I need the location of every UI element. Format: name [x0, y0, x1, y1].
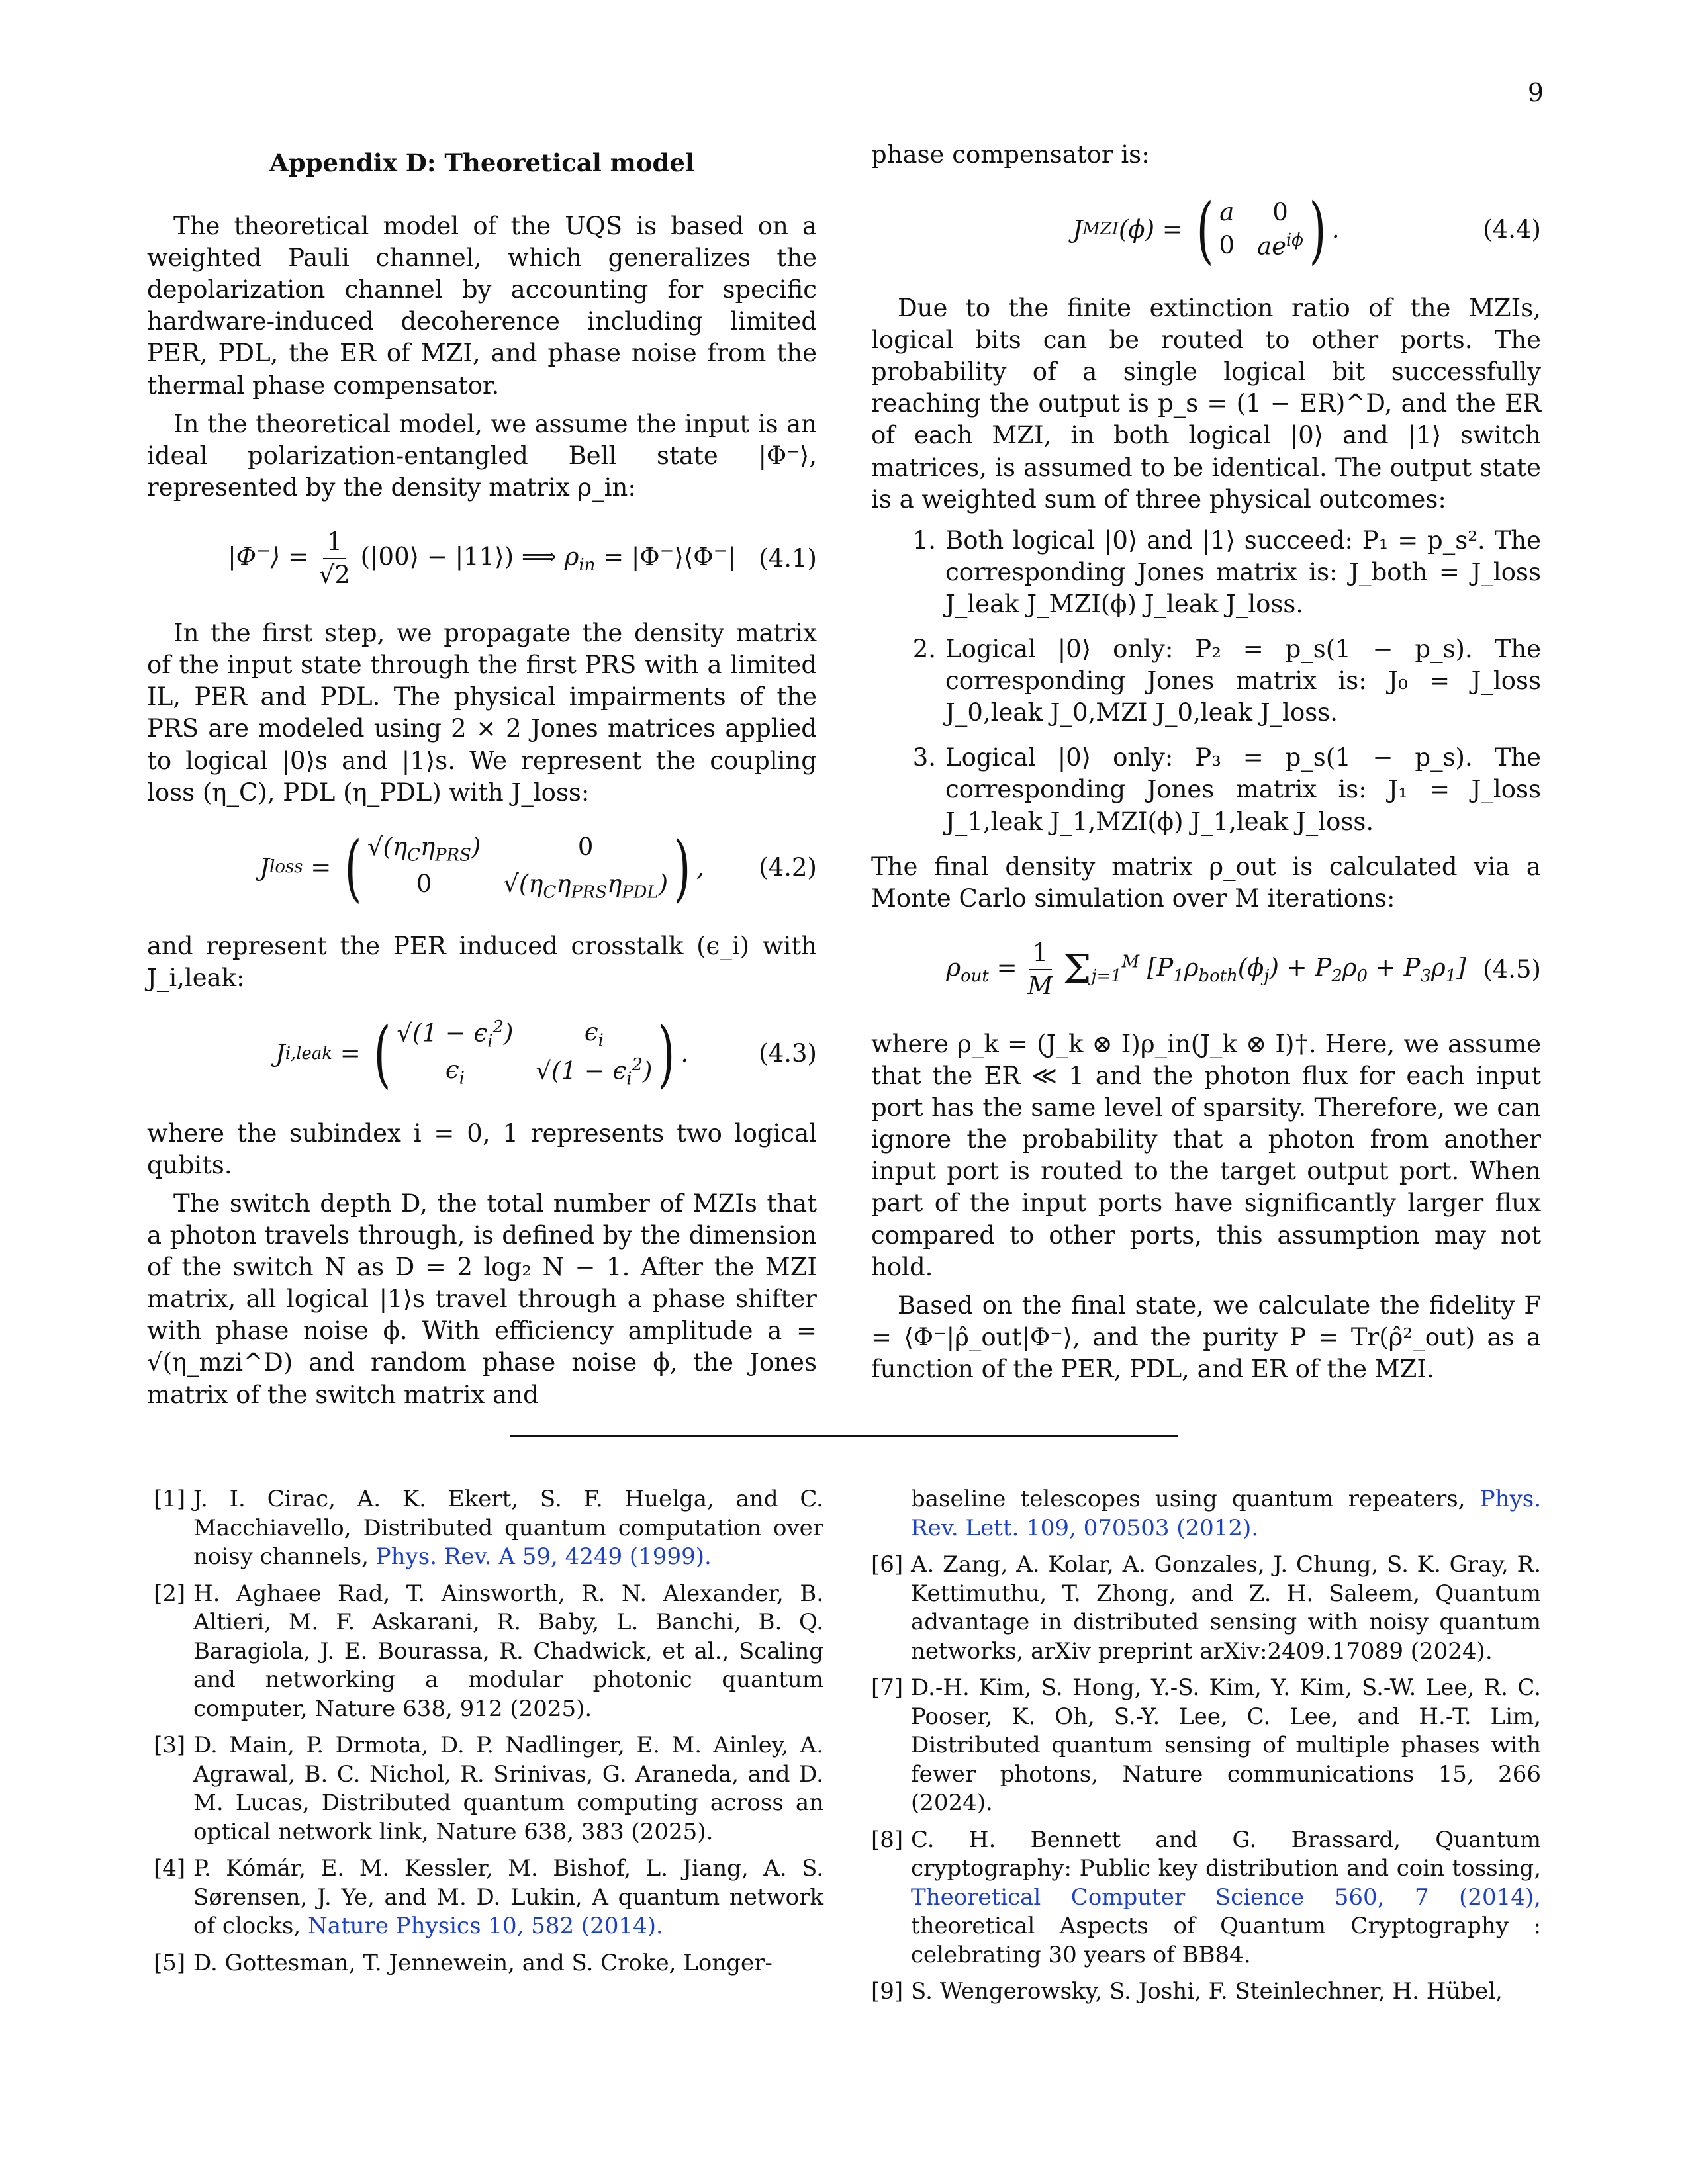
- reference-item: [9] S. Wengerowsky, S. Joshi, F. Steinlechner, H. Hübel,: [871, 1978, 1503, 2005]
- list-item: 2. Logical |0⟩ only: P₂ = p_s(1 − p_s). The corresponding Jones matrix is: J₀ = J_loss J_0,leak J_0,MZI J_0,leak J_loss.: [912, 635, 1541, 727]
- paragraph: In the first step, we propagate the density matrix of the input state through the first PRS with a limited IL, PER and PDL. The physical impairments of the PRS are modeled using 2 × 2 Jones matrices applied to logical |0⟩s and |1⟩s. We represent the coupling loss (η_C), PDL (η_PDL) with J_loss:: [147, 619, 817, 807]
- paragraph: phase compensator is:: [871, 140, 1150, 169]
- equation-tag: (4.4): [1483, 215, 1541, 244]
- paragraph: where ρ_k = (J_k ⊗ I)ρ_in(J_k ⊗ I)†. Here, we assume that the ER ≪ 1 and the photon flux for each input port has the same level of sparsity. Therefore, we can ignore the probability that a photon from another input port is routed to the target output port. When part of the input ports have significantly larger flux compared to other ports, this assumption may not hold.: [871, 1029, 1541, 1281]
- left-column: [147, 139, 817, 1418]
- right-column: [871, 139, 1541, 1392]
- reference-item: [1] J. I. Cirac, A. K. Ekert, S. F. Huelga, and C. Macchiavello, Distributed quantum computation over noisy channels, Phys. Rev. A 59, 4249 (1999).: [154, 1486, 823, 1570]
- paragraph: Based on the final state, we calculate the fidelity F = ⟨Φ⁻|ρ̂_out|Φ⁻⟩, and the purity P = Tr(ρ̂²_out) as a function of the PER, PDL, and ER of the MZI.: [871, 1291, 1541, 1383]
- paragraph: where the subindex i = 0, 1 represents two logical qubits.: [147, 1118, 817, 1179]
- reference-item: [6] A. Zang, A. Kolar, A. Gonzales, J. Chung, S. K. Gray, R. Kettimuthu, T. Zhong, and Z. H. Saleem, Quantum advantage in distributed sensing with noisy quantum networks, arXiv preprint arXiv:2409.17089 (2024).: [871, 1551, 1541, 1664]
- reference-item: baseline telescopes using quantum repeaters, Phys. Rev. Lett. 109, 070503 (2012).: [911, 1486, 1542, 1541]
- section-heading: Appendix D: Theoretical model: [269, 148, 694, 177]
- equation-4-5: $\rho_{out}$ = $\frac{1}{M}$ $\Sigma_{j=1}^M$ $[P_1\rho_{both}(\phi_j) + P_2\rho_0 + P_3\rho_1]$ (4.5): [946, 938, 1541, 1000]
- equation-4-4: J MZI (ϕ) = ( a 0 0 $ae^{i\phi}$ ) . (4.4): [1072, 187, 1541, 273]
- paragraph: The final density matrix ρ_out is calculated via a Monte Carlo simulation over M iterations:: [871, 852, 1541, 913]
- equation-4-2: J loss = ( $√(\eta_C\eta_{PRS})$ 0 0 $√(\eta_C\eta_{PRS}\eta_{PDL})$ ) , (4.2): [259, 825, 817, 910]
- page-number: 9: [1527, 78, 1544, 107]
- reference-item: [2] H. Aghaee Rad, T. Ainsworth, R. N. Alexander, B. Altieri, M. F. Askarani, R. Baby, L. Banchi, B. Q. Baragiola, J. E. Bourassa, R. Chadwick, et al., Scaling and networking a modular photonic quantum computer, Nature 638, 912 (2025).: [154, 1580, 823, 1722]
- reference-item: [4] P. Kómár, E. M. Kessler, M. Bishof, L. Jiang, A. S. Sørensen, J. Ye, and M. D. Lukin, A quantum network of clocks, Nature Physics 10, 582 (2014).: [154, 1855, 823, 1940]
- reference-item: [3] D. Main, P. Drmota, D. P. Nadlinger, E. M. Ainley, A. Agrawal, B. C. Nichol, R. Srinivas, G. Araneda, and D. M. Lucas, Distributed quantum computing across an optical network link, Nature 638, 383 (2025).: [154, 1732, 823, 1845]
- equation-tag: (4.5): [1483, 954, 1541, 983]
- equation-tag: (4.2): [759, 852, 817, 882]
- section-divider: [510, 1435, 1178, 1437]
- list-item: 3. Logical |0⟩ only: P₃ = p_s(1 − p_s). The corresponding Jones matrix is: J₁ = J_loss J_1,leak J_1,MZI(ϕ) J_1,leak J_loss.: [912, 743, 1541, 836]
- reference-link[interactable]: Phys. Rev. Lett. 109, 070503 (2012).: [911, 1486, 1542, 1541]
- reference-item: [5] D. Gottesman, T. Jennewein, and S. Croke, Longer-: [154, 1949, 773, 1976]
- paragraph: The theoretical model of the UQS is based on a weighted Pauli channel, which generalizes the depolarization channel by accounting for specific hardware-induced decoherence including limited PER, PDL, the ER of MZI, and phase noise from the thermal phase compensator.: [147, 212, 817, 400]
- equation-tag: (4.1): [759, 543, 817, 572]
- reference-item: [8] C. H. Bennett and G. Brassard, Quantum cryptography: Public key distribution and coin tossing, Theoretical Computer Science 560, 7 (2014), theoretical Aspects of Quantum Cryptography : celebrating 30 years of BB84.: [871, 1826, 1541, 1968]
- reference-link[interactable]: Nature Physics 10, 582 (2014).: [307, 1913, 663, 1940]
- reference-link[interactable]: Phys. Rev. A 59, 4249 (1999).: [375, 1543, 712, 1570]
- reference-item: [7] D.-H. Kim, S. Hong, Y.-S. Kim, Y. Kim, S.-W. Lee, R. C. Pooser, K. Oh, S.-Y. Lee, C. Lee, and H.-T. Lim, Distributed quantum sensing of multiple phases with fewer photons, Nature communications 15, 266 (2024).: [871, 1674, 1541, 1817]
- paragraph: The switch depth D, the total number of MZIs that a photon travels through, is defined by the dimension of the switch N as D = 2 log₂ N − 1. After the MZI matrix, all logical |1⟩s travel through a phase shifter with phase noise ϕ. With efficiency amplitude a = √(η_mzi^D) and random phase noise ϕ, the Jones matrix of the switch matrix and: [147, 1189, 817, 1409]
- outcome-list: [871, 525, 1541, 838]
- equation-4-1: |Φ−⟩ = $\frac{1}{√2}$ (|00⟩ − |11⟩) ⟹ $\rho_{in}$ = |Φ−⟩⟨Φ−| (4.1): [228, 527, 817, 590]
- paragraph: Due to the finite extinction ratio of the MZIs, logical bits can be routed to other ports. The probability of a single logical bit successfully reaching the output is p_s = (1 − ER)^D, and the ER of each MZI, in both logical |0⟩ and |1⟩ switch matrices, is assumed to be identical. The output state is a weighted sum of three physical outcomes:: [871, 294, 1541, 514]
- equation-tag: (4.3): [759, 1039, 817, 1068]
- references-right: [871, 1485, 1541, 2015]
- paragraph: In the theoretical model, we assume the input is an ideal polarization-entangled Bell state |Φ⁻⟩, represented by the density matrix ρ_in:: [147, 409, 817, 502]
- list-item: 1. Both logical |0⟩ and |1⟩ succeed: P₁ = p_s². The corresponding Jones matrix is: J_both = J_loss J_leak J_MZI(ϕ) J_leak J_loss.: [912, 525, 1541, 618]
- paragraph: and represent the PER induced crosstalk (ϵ_i) with J_i,leak:: [147, 931, 817, 992]
- equation-4-3: J i,leak = ( $√(1 - \epsilon_i^2)$ $\epsilon_i$ $\epsilon_i$ $√(1 - \epsilon_i^2)$ ) . (4.3): [275, 1011, 817, 1097]
- reference-link[interactable]: Theoretical Computer Science 560, 7 (2014),: [911, 1884, 1541, 1911]
- references-left: [154, 1485, 823, 1985]
